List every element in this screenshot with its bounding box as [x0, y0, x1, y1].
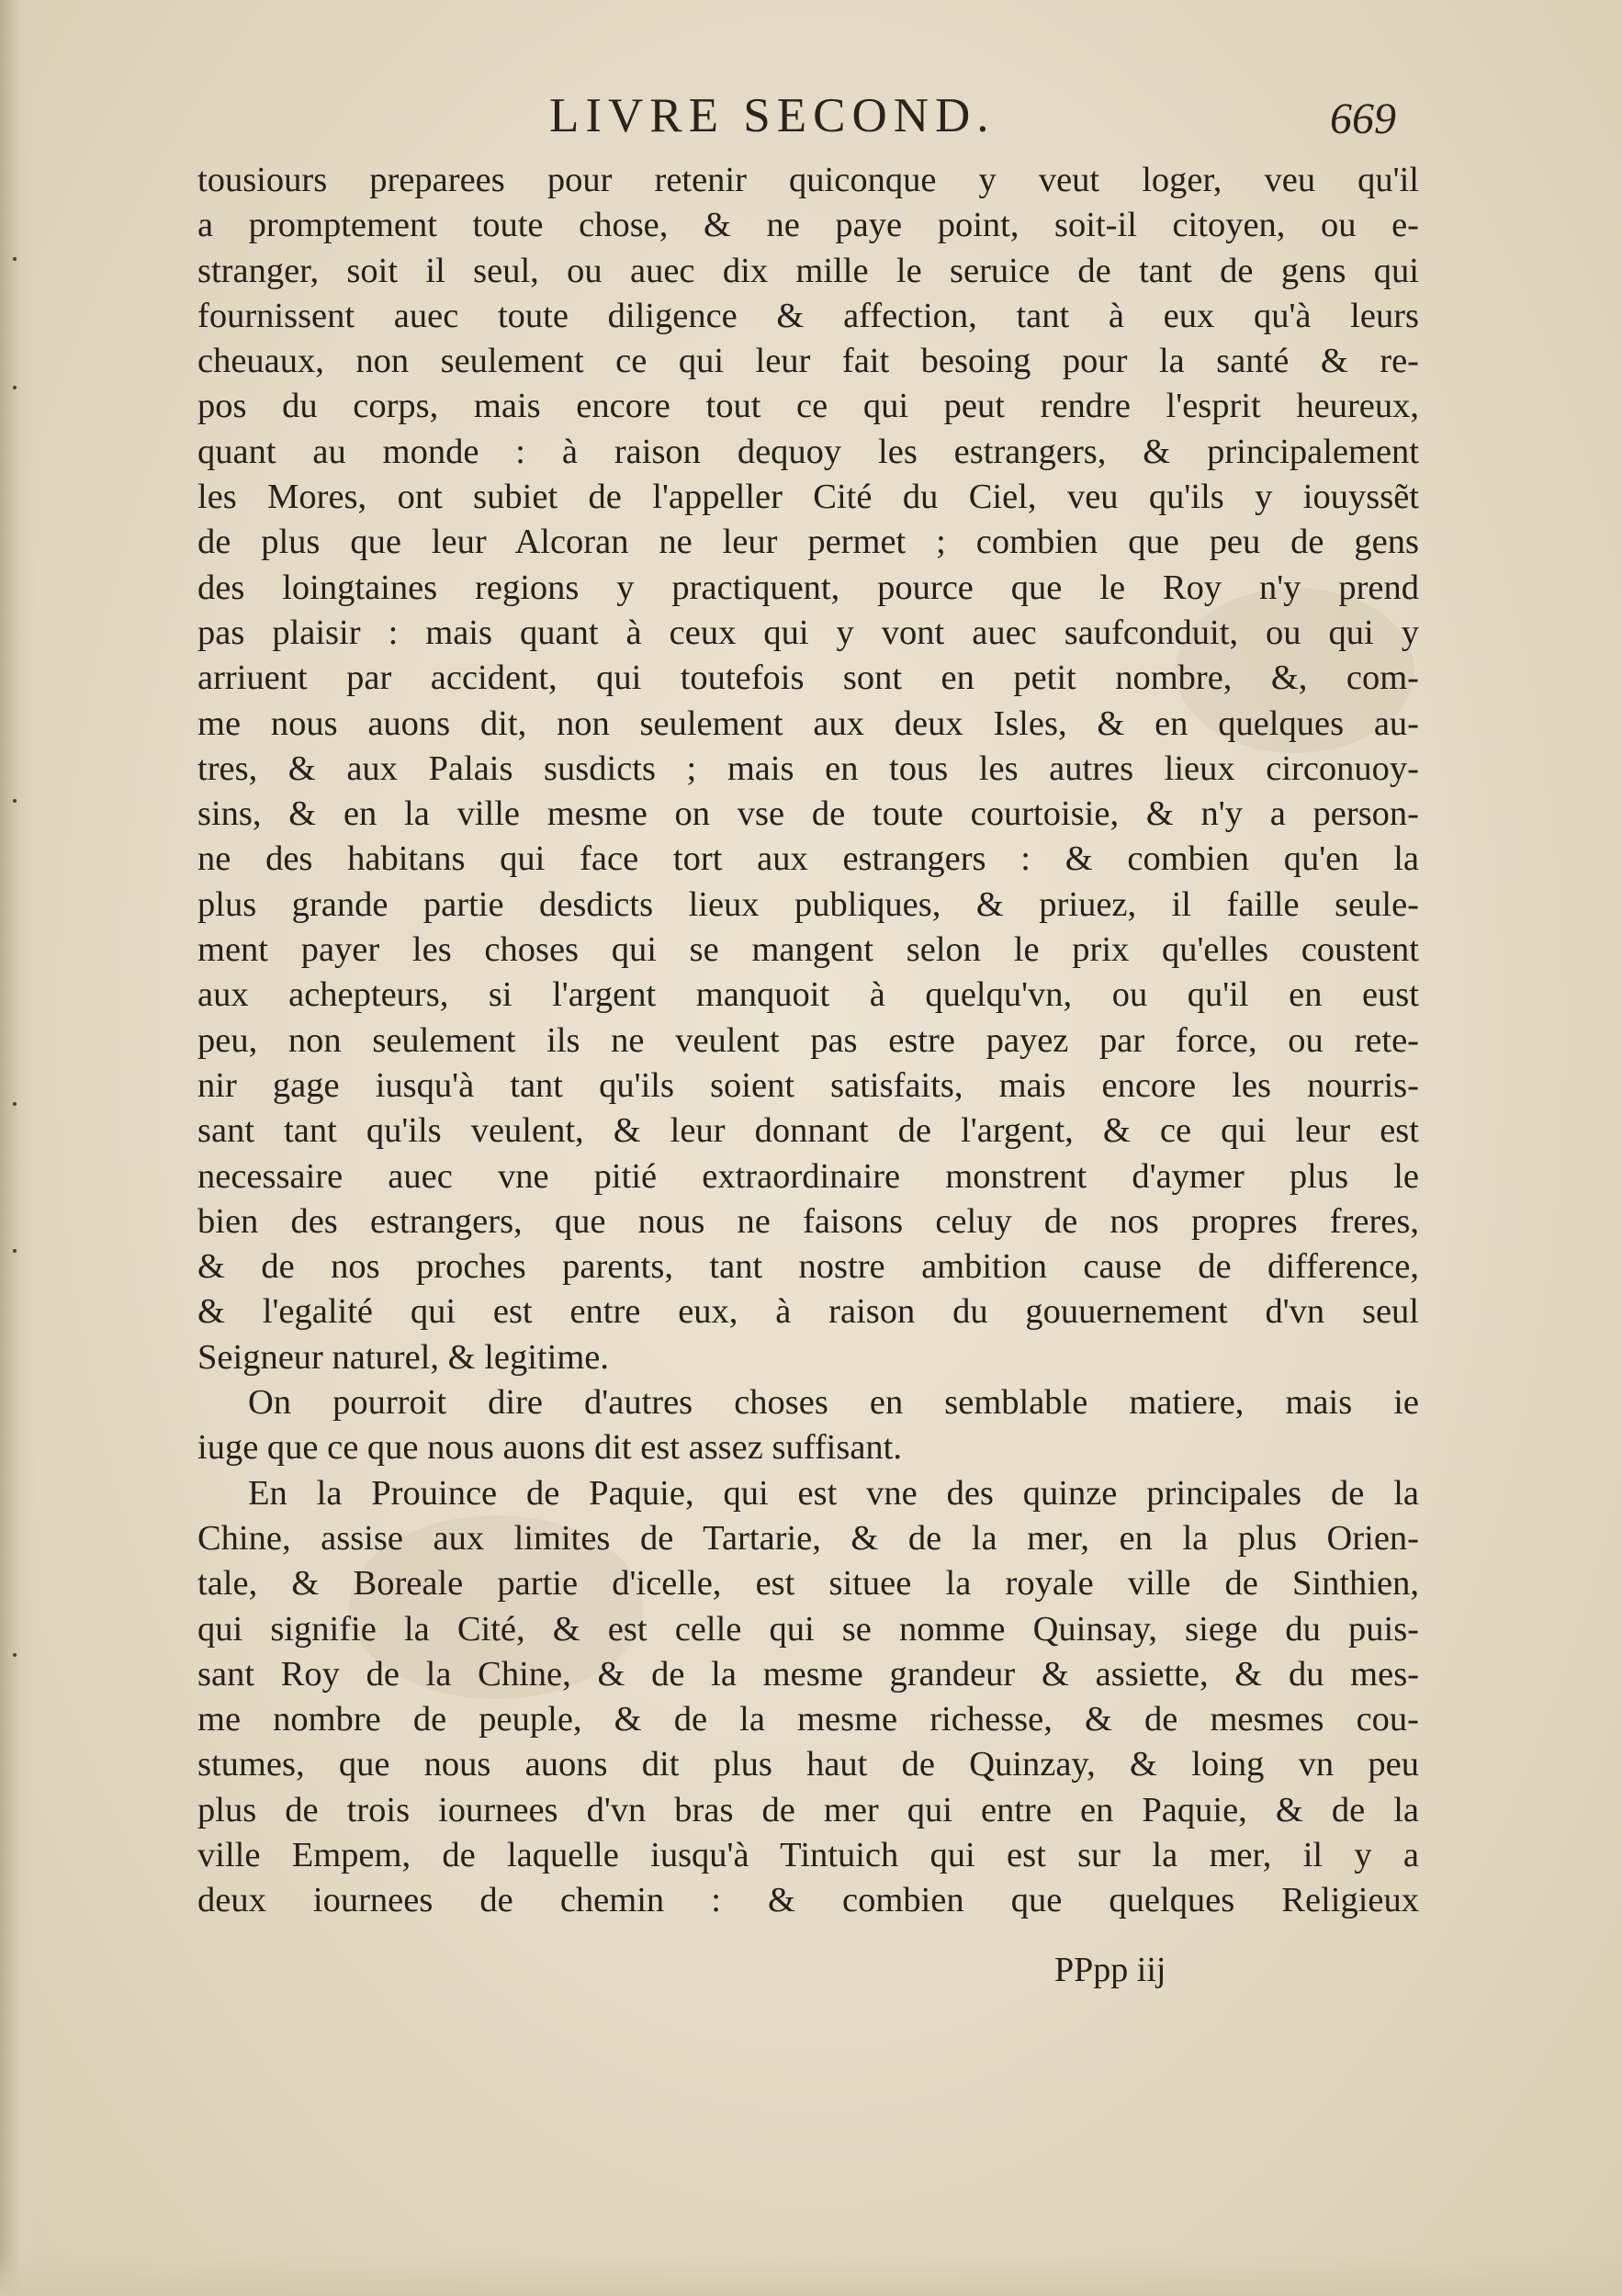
text-line: quant au monde : à raison dequoy les estrangers, & principalement [197, 432, 1419, 471]
text-line: de plus que leur Alcoran ne leur permet ; combien que peu de gens [197, 523, 1419, 562]
text-line: bien des estrangers, que nous ne faisons celuy de nos propres freres, [197, 1201, 1419, 1241]
text-line: iuge que ce que nous auons dit est assez suffisant. [197, 1428, 902, 1468]
text-line: deux iournees de chemin : & combien que quelques Religieux [197, 1881, 1419, 1920]
text-line: ment payer les choses qui se mangent selon le prix qu'elles coustent [197, 930, 1419, 970]
text-line: ville Empem, de laquelle iusqu'à Tintuich qui est sur la mer, il y a [197, 1835, 1419, 1874]
text-line: & de nos proches parents, tant nostre ambition cause de difference, [197, 1247, 1419, 1287]
text-line: des loingtaines regions y practiquent, pource que le Roy n'y prend [197, 568, 1419, 607]
text-line: peu, non seulement ils ne veulent pas estre payez par force, ou rete- [197, 1020, 1419, 1060]
text-line: stranger, soit il seul, ou auec dix mille le seruice de tant de gens qui [197, 251, 1419, 290]
text-line: sins, & en la ville mesme on vse de toute courtoisie, & n'y a person- [197, 794, 1419, 834]
gutter-marks [7, 92, 28, 2204]
page-header [202, 88, 1405, 152]
text-line: plus grande partie desdicts lieux publiques, & priuez, il faille seule- [197, 884, 1419, 924]
running-title: LIVRE SECOND. [549, 89, 996, 142]
text-line: Seigneur naturel, & legitime. [197, 1337, 609, 1377]
gutter-dot [13, 386, 17, 389]
text-line: necessaire auec vne pitié extraordinaire monstrent d'aymer plus le [197, 1156, 1419, 1196]
text-line: nir gage iusqu'à tant qu'ils soient satisfaits, mais encore les nourris- [197, 1065, 1419, 1105]
gutter-dot [13, 799, 17, 803]
text-line: Chine, assise aux limites de Tartarie, & de la mer, en la plus Orien- [197, 1518, 1419, 1558]
text-line: sant Roy de la Chine, & de la mesme grandeur & assiette, & du mes- [197, 1654, 1419, 1694]
text-line: a promptement toute chose, & ne paye point, soit-il citoyen, ou e- [197, 206, 1419, 245]
text-line: ne des habitans qui face tort aux estrangers : & combien qu'en la [197, 839, 1419, 879]
page-number: 669 [1330, 95, 1396, 143]
text-line: cheuaux, non seulement ce qui leur fait besoing pour la santé & re- [197, 342, 1419, 381]
text-line: plus de trois iournees d'vn bras de mer qui entre en Paquie, & de la [197, 1790, 1419, 1829]
text-line: les Mores, ont subiet de l'appeller Cité du Ciel, veu qu'ils y iouyssẽt [197, 478, 1419, 517]
text-line: sant tant qu'ils veulent, & leur donnant de l'argent, & ce qui leur est [197, 1111, 1419, 1151]
text-line: tousiours preparees pour retenir quiconque y veut loger, veu qu'il [197, 161, 1419, 199]
text-line: aux achepteurs, si l'argent manquoit à quelqu'vn, ou qu'il en eust [197, 975, 1419, 1015]
text-line: arriuent par accident, qui toutefois sont en petit nombre, &, com- [197, 658, 1419, 698]
gutter-dot [13, 257, 17, 261]
text-line: pas plaisir : mais quant à ceux qui y vont auec saufconduit, ou qui y [197, 613, 1419, 652]
text-line: stumes, que nous auons dit plus haut de Quinzay, & loing vn peu [197, 1745, 1419, 1784]
text-line: me nombre de peuple, & de la mesme richesse, & de mesmes cou- [197, 1700, 1419, 1739]
page-bottom-edge [0, 2252, 1622, 2296]
text-line: pos du corps, mais encore tout ce qui peut rendre l'esprit heureux, [197, 387, 1419, 426]
text-line: qui signifie la Cité, & est celle qui se nomme Quinsay, siege du puis- [197, 1609, 1419, 1649]
text-line: & l'egalité qui est entre eux, à raison du gouuernement d'vn seul [197, 1292, 1419, 1332]
body-text [197, 158, 1419, 1924]
text-line: fournissent auec toute diligence & affection, tant à eux qu'à leurs [197, 296, 1419, 335]
text-line: me nous auons dit, non seulement aux deux Isles, & en quelques au- [197, 703, 1419, 743]
gutter-dot [13, 1653, 17, 1657]
gutter-dot [13, 1102, 17, 1106]
signature-mark: PPpp iij [1054, 1951, 1166, 1989]
gutter-dot [13, 1249, 17, 1253]
text-line: tale, & Boreale partie d'icelle, est situee la royale ville de Sinthien, [197, 1564, 1419, 1604]
text-line: tres, & aux Palais susdicts ; mais en tous les autres lieux circonuoy- [197, 748, 1419, 788]
text-line: On pourroit dire d'autres choses en semblable matiere, mais ie [248, 1383, 1419, 1423]
text-line: En la Prouince de Paquie, qui est vne des quinze principales de la [248, 1473, 1419, 1513]
